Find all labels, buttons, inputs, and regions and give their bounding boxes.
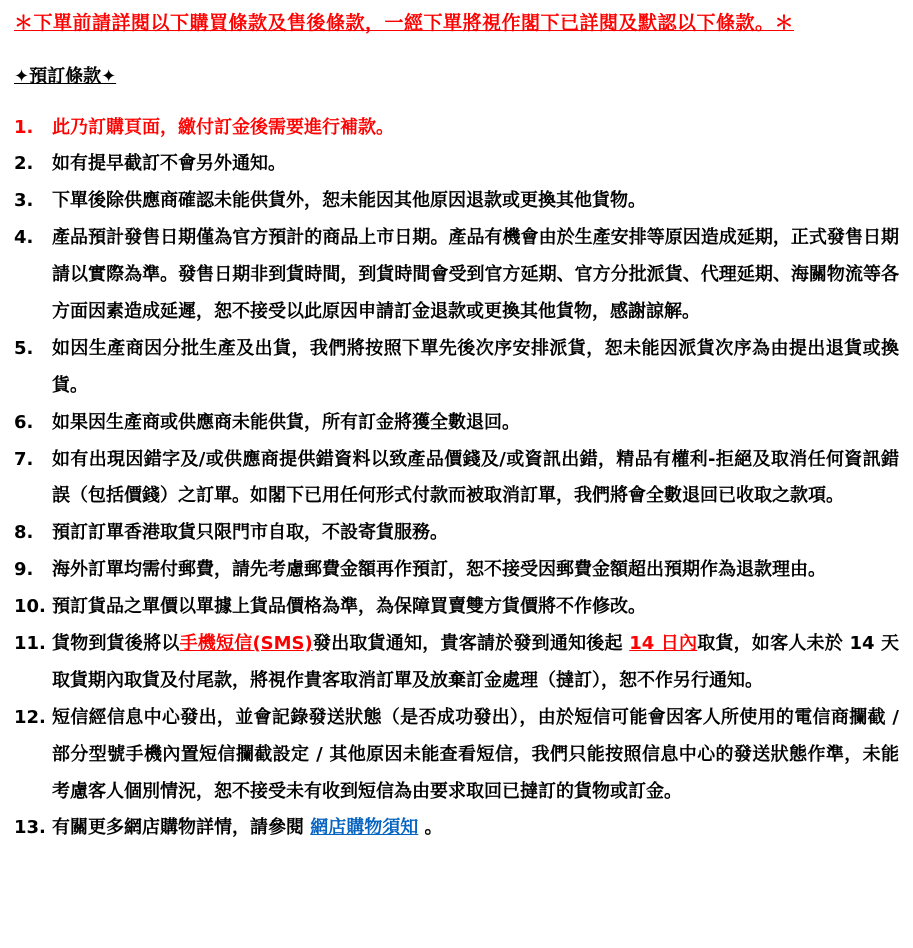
term-item-3 bbox=[14, 183, 899, 220]
page-title: ＊下單前請詳閱以下購買條款及售後條款，一經下單將視作閣下已詳閱及默認以下條款。＊ bbox=[14, 12, 795, 34]
term-item-13 bbox=[14, 810, 899, 847]
term-segment: 如果因生產商或供應商未能供貨，所有訂金將獲全數退回。 bbox=[52, 411, 520, 433]
term-segment: 下單後除供應商確認未能供貨外，恕未能因其他原因退款或更換其他貨物。 bbox=[52, 190, 646, 212]
term-text bbox=[52, 700, 899, 811]
term-segment: 如因生產商因分批生產及出貨，我們將按照下單先後次序安排派貨，恕未能因派貨次序為由提出退貨或換貨。 bbox=[52, 337, 899, 396]
term-text bbox=[52, 183, 899, 220]
term-segment: 發出取貨通知，貴客請於發到通知後起 bbox=[312, 633, 630, 655]
term-text bbox=[52, 146, 899, 183]
term-segment: 短信經信息中心發出，並會記錄發送狀態（是否成功發出），由於短信可能會因客人所使用的電信商攔截 / 部分型號手機內置短信攔截設定 / 其他原因未能查看短信，我們只能按照信息中心的發送狀態作準，未能考慮客人個別情況，恕不接受未有收到短信為由要求取回已撻訂的貨物或訂金。 bbox=[52, 706, 899, 802]
term-segment: 如有提早截訂不會另外通知。 bbox=[52, 153, 286, 175]
term-segment: 如有出現因錯字及/或供應商提供錯資料以致產品價錢及/或資訊出錯，精品有權利-拒絕及取消任何資訊錯誤（包括價錢）之訂單。如閣下已用任何形式付款而被取消訂單，我們將會全數退回已收取之款項。 bbox=[52, 448, 899, 507]
term-number: 11. bbox=[14, 633, 46, 655]
term-number: 7. bbox=[14, 448, 34, 470]
term-segment: 取貨，如客人未於 14 天取貨期內取貨及付尾款，將視作貴客取消訂單及放棄訂金處理（撻訂），恕不作另行通知。 bbox=[52, 633, 900, 691]
term-segment: 預訂貨品之單價以單據上貨品價格為準，為保障買賣雙方貨價將不作修改。 bbox=[52, 596, 646, 618]
term-text bbox=[52, 442, 899, 516]
term-item-4 bbox=[14, 220, 899, 331]
term-text bbox=[52, 405, 899, 442]
term-text bbox=[52, 515, 899, 552]
term-item-1 bbox=[14, 110, 899, 147]
term-item-7 bbox=[14, 442, 899, 516]
term-number: 12. bbox=[14, 706, 46, 728]
term-segment: 手機短信(SMS) bbox=[179, 633, 313, 655]
term-text bbox=[52, 810, 899, 847]
store-shopping-guide-link[interactable]: 網店購物須知 bbox=[310, 817, 419, 839]
term-segment: 。 bbox=[418, 817, 443, 839]
term-item-12 bbox=[14, 700, 899, 811]
term-number: 8. bbox=[14, 522, 34, 544]
term-segment: 海外訂單均需付郵費，請先考慮郵費金額再作預訂，恕不接受因郵費金額超出預期作為退款理由。 bbox=[52, 559, 826, 581]
term-number: 9. bbox=[14, 559, 34, 581]
term-item-6 bbox=[14, 405, 899, 442]
term-segment: 有關更多網店購物詳情，請參閱 bbox=[52, 817, 311, 839]
term-segment: 貨物到貨後將以 bbox=[52, 633, 180, 655]
term-item-2 bbox=[14, 146, 899, 183]
term-number: 5. bbox=[14, 337, 34, 359]
term-number: 10. bbox=[14, 596, 46, 618]
term-number: 3. bbox=[14, 190, 34, 212]
term-item-5 bbox=[14, 331, 899, 405]
term-text bbox=[52, 589, 899, 626]
term-item-9 bbox=[14, 552, 899, 589]
term-text bbox=[52, 331, 899, 405]
term-segment: 14 日內 bbox=[629, 633, 698, 655]
term-text bbox=[52, 110, 899, 147]
term-text bbox=[52, 552, 899, 589]
term-number: 2. bbox=[14, 153, 34, 175]
section-header: ✦預訂條款✦ bbox=[14, 65, 117, 87]
term-text bbox=[52, 220, 899, 331]
term-number: 13. bbox=[14, 817, 46, 839]
term-number: 4. bbox=[14, 227, 34, 249]
term-number: 1. bbox=[14, 116, 34, 138]
term-item-10 bbox=[14, 589, 899, 626]
term-item-11 bbox=[14, 626, 899, 700]
term-text bbox=[52, 626, 899, 700]
term-item-8 bbox=[14, 515, 899, 552]
term-segment: 產品預計發售日期僅為官方預計的商品上市日期。產品有機會由於生產安排等原因造成延期，正式發售日期請以實際為準。發售日期非到貨時間，到貨時間會受到官方延期、官方分批派貨、代理延期、海關物流等各方面因素造成延遲，恕不接受以此原因申請訂金退款或更換其他貨物，感謝諒解。 bbox=[52, 227, 899, 322]
term-number: 6. bbox=[14, 411, 34, 433]
term-segment: 預訂訂單香港取貨只限門市自取，不設寄貨服務。 bbox=[52, 522, 448, 544]
term-segment: 此乃訂購頁面，繳付訂金後需要進行補款。 bbox=[52, 116, 394, 138]
terms-list bbox=[14, 110, 899, 848]
